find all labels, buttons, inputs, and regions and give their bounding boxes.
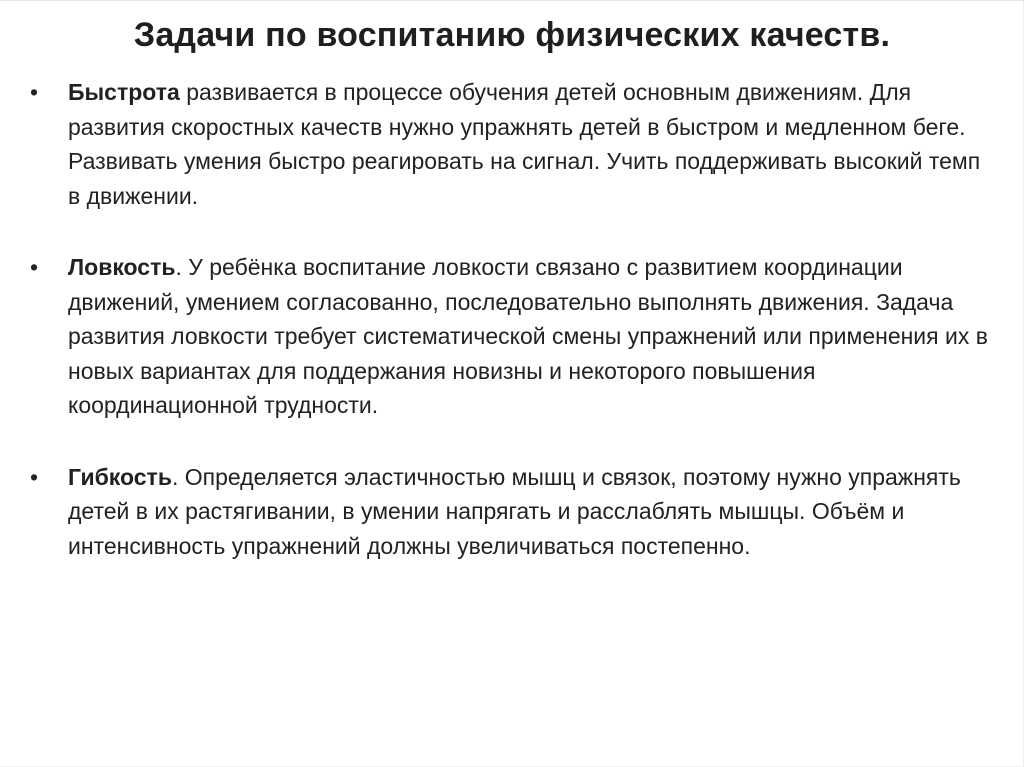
list-item-agility xyxy=(30,250,990,423)
bullet-list xyxy=(30,75,990,600)
bullet-icon: • xyxy=(30,254,39,280)
item-text: . Определяется эластичностью мышц и связок, поэтому нужно упражнять детей в их растягивании, в умении напрягать и расслаблять мышцы. Объём и интенсивность упражнений должны увеличиваться постепенно. xyxy=(68,463,961,559)
list-item-flexibility xyxy=(30,460,990,564)
list-item-speed xyxy=(30,75,990,213)
term-speed: Быстрота xyxy=(68,79,180,105)
term-agility: Ловкость xyxy=(68,254,176,280)
term-flexibility: Гибкость xyxy=(68,463,172,490)
item-text: . У ребёнка воспитание ловкости связано с развитием координации движений, умением согласованно, последовательно выполнять движения. Задача развития ловкости требует систематической смены упражнений или применения их в новых вариантах для поддержания новизны и некоторого повышения координационной трудности. xyxy=(68,254,988,418)
item-text: развивается в процессе обучения детей основным движениям. Для развития скоростных качеств нужно упражнять детей в быстром и медленном беге. Развивать умения быстро реагировать на сигнал. Учить поддерживать высокий темп в движении. xyxy=(68,79,981,209)
slide-title: Задачи по воспитанию физических качеств. xyxy=(133,16,891,54)
bullet-icon: • xyxy=(30,463,39,490)
bullet-icon: • xyxy=(30,79,39,105)
